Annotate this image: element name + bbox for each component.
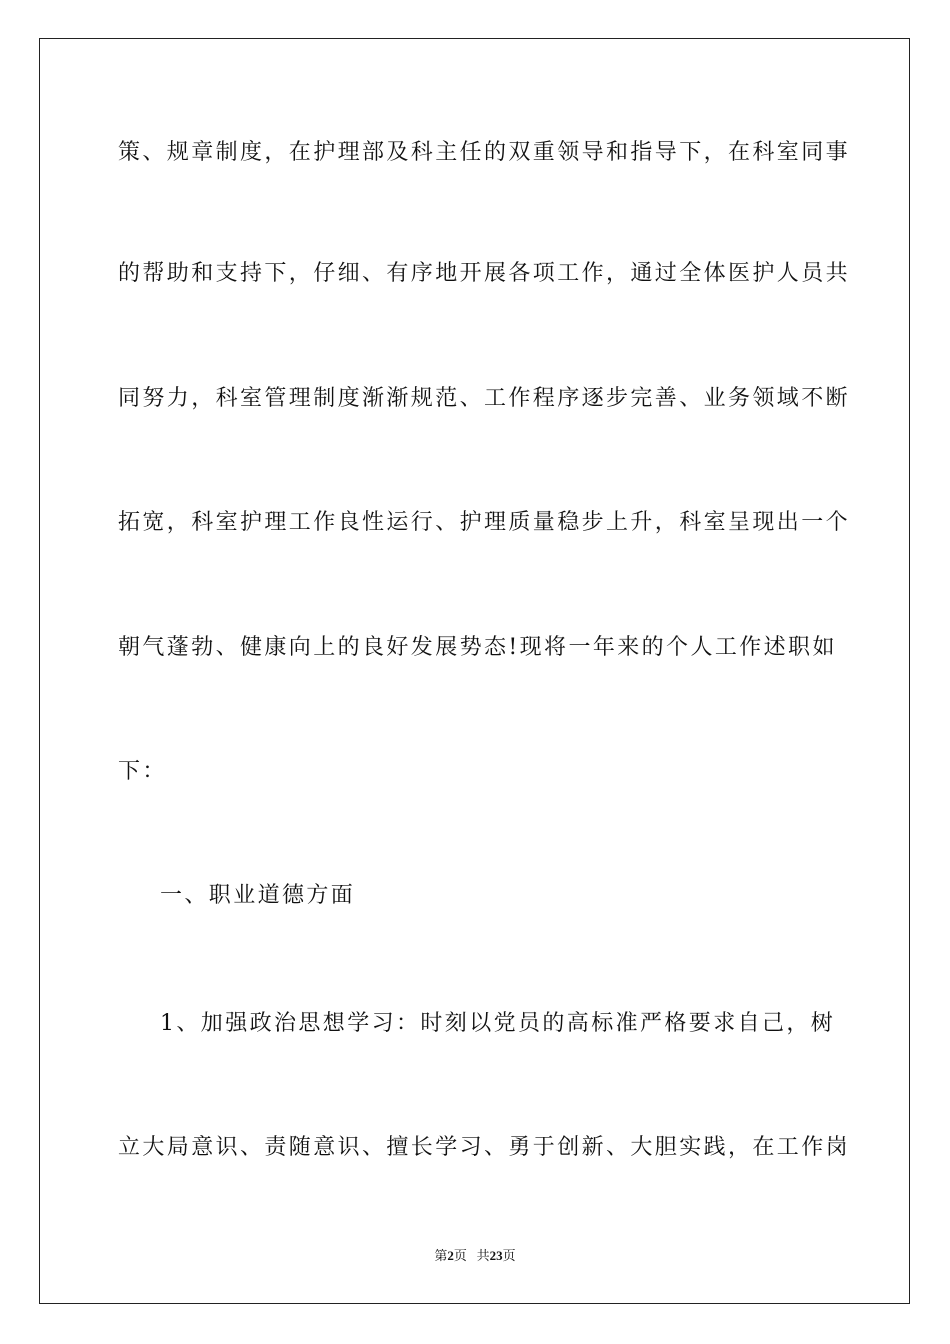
page-frame [39, 38, 910, 1304]
page-footer [0, 1247, 950, 1265]
body-line-6: 下： [118, 759, 167, 784]
paragraph-1-line-1: 1、加强政治思想学习：时刻以党员的高标准严格要求自己，树 [160, 1011, 836, 1036]
footer-page-number: 2 [447, 1248, 454, 1263]
section-heading: 一、职业道德方面 [160, 883, 356, 908]
body-line-5: 朝气蓬勃、健康向上的良好发展势态!现将一年来的个人工作述职如 [118, 635, 837, 660]
footer-total-prefix: 共 [476, 1248, 490, 1263]
paragraph-1-line-2: 立大局意识、责随意识、擅长学习、勇于创新、大胆实践，在工作岗 [118, 1135, 851, 1160]
footer-total-pages: 23 [489, 1248, 503, 1263]
footer-page-suffix: 页 [453, 1248, 467, 1263]
body-line-1: 策、规章制度，在护理部及科主任的双重领导和指导下，在科室同事 [118, 140, 851, 165]
body-line-3: 同努力，科室管理制度渐渐规范、工作程序逐步完善、业务领域不断 [118, 386, 851, 411]
footer-total-suffix: 页 [502, 1248, 516, 1263]
body-line-2: 的帮助和支持下，仔细、有序地开展各项工作，通过全体医护人员共 [118, 261, 851, 286]
footer-page-prefix: 第 [434, 1248, 448, 1263]
body-line-4: 拓宽，科室护理工作良性运行、护理质量稳步上升，科室呈现出一个 [118, 510, 851, 535]
